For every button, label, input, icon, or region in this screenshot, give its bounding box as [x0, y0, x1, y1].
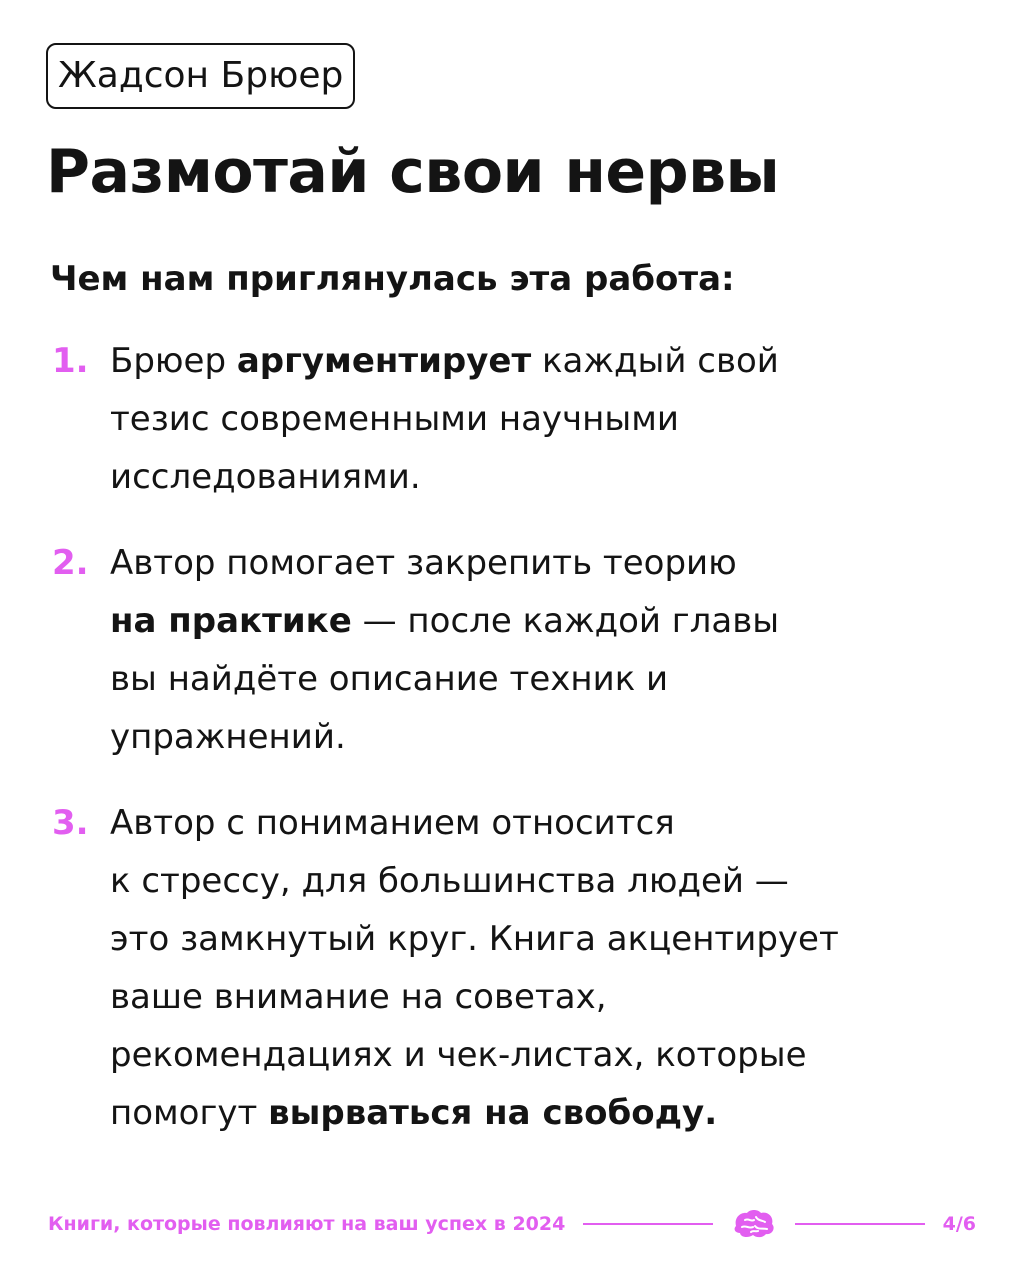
page-title: Размотай свои нервы: [46, 137, 780, 207]
text-segment: упражнений.: [110, 717, 346, 757]
text-line: [110, 448, 964, 506]
list-item-text: [110, 534, 964, 766]
text-segment: исследованиями.: [110, 457, 421, 497]
text-line: [110, 910, 964, 968]
list-item-text: [110, 794, 964, 1142]
footer: [48, 1206, 976, 1242]
list-item-text: [110, 332, 964, 506]
text-segment: рекомендациях и чек-листах, которые: [110, 1035, 807, 1075]
text-line: [110, 592, 964, 650]
footer-divider-right: [795, 1223, 925, 1225]
text-segment: каждый свой: [531, 341, 779, 381]
page-indicator: 4/6: [942, 1213, 976, 1235]
text-segment: вы найдёте описание техник и: [110, 659, 669, 699]
list-item-number: 3.: [52, 803, 89, 843]
list-item-number: 2.: [52, 543, 89, 583]
text-line: [110, 332, 964, 390]
text-line: [110, 534, 964, 592]
text-line: [110, 390, 964, 448]
emphasis-text: на практике: [110, 601, 352, 641]
text-line: [110, 650, 964, 708]
text-segment: Автор помогает закрепить теорию: [110, 543, 737, 583]
reasons-list: [0, 332, 1024, 1170]
footer-series-label: Книги, которые повлияют на ваш успех в 2024: [48, 1213, 566, 1235]
brain-icon: [731, 1208, 777, 1240]
section-subtitle: Чем нам приглянулась эта работа:: [50, 259, 735, 299]
list-item: [0, 794, 1024, 1142]
emphasis-text: аргументирует: [236, 341, 532, 381]
list-item: [0, 534, 1024, 766]
text-segment: помогут: [110, 1093, 269, 1133]
footer-divider-left: [583, 1223, 713, 1225]
text-segment: Брюер: [110, 341, 237, 381]
text-segment: ваше внимание на советах,: [110, 977, 607, 1017]
text-line: [110, 708, 964, 766]
text-line: [110, 1026, 964, 1084]
text-segment: к стрессу, для большинства людей —: [110, 861, 789, 901]
text-segment: это замкнутый круг. Книга акцентирует: [110, 919, 839, 959]
text-line: [110, 852, 964, 910]
text-line: [110, 794, 964, 852]
text-segment: тезис современными научными: [110, 399, 679, 439]
text-segment: Автор с пониманием относится: [110, 803, 675, 843]
text-segment: — после каждой главы: [351, 601, 780, 641]
text-line: [110, 1084, 964, 1142]
list-item-number: 1.: [52, 341, 89, 381]
emphasis-text: вырваться на свободу.: [268, 1093, 718, 1133]
author-tag: Жадсон Брюер: [46, 43, 355, 109]
list-item: [0, 332, 1024, 506]
text-line: [110, 968, 964, 1026]
